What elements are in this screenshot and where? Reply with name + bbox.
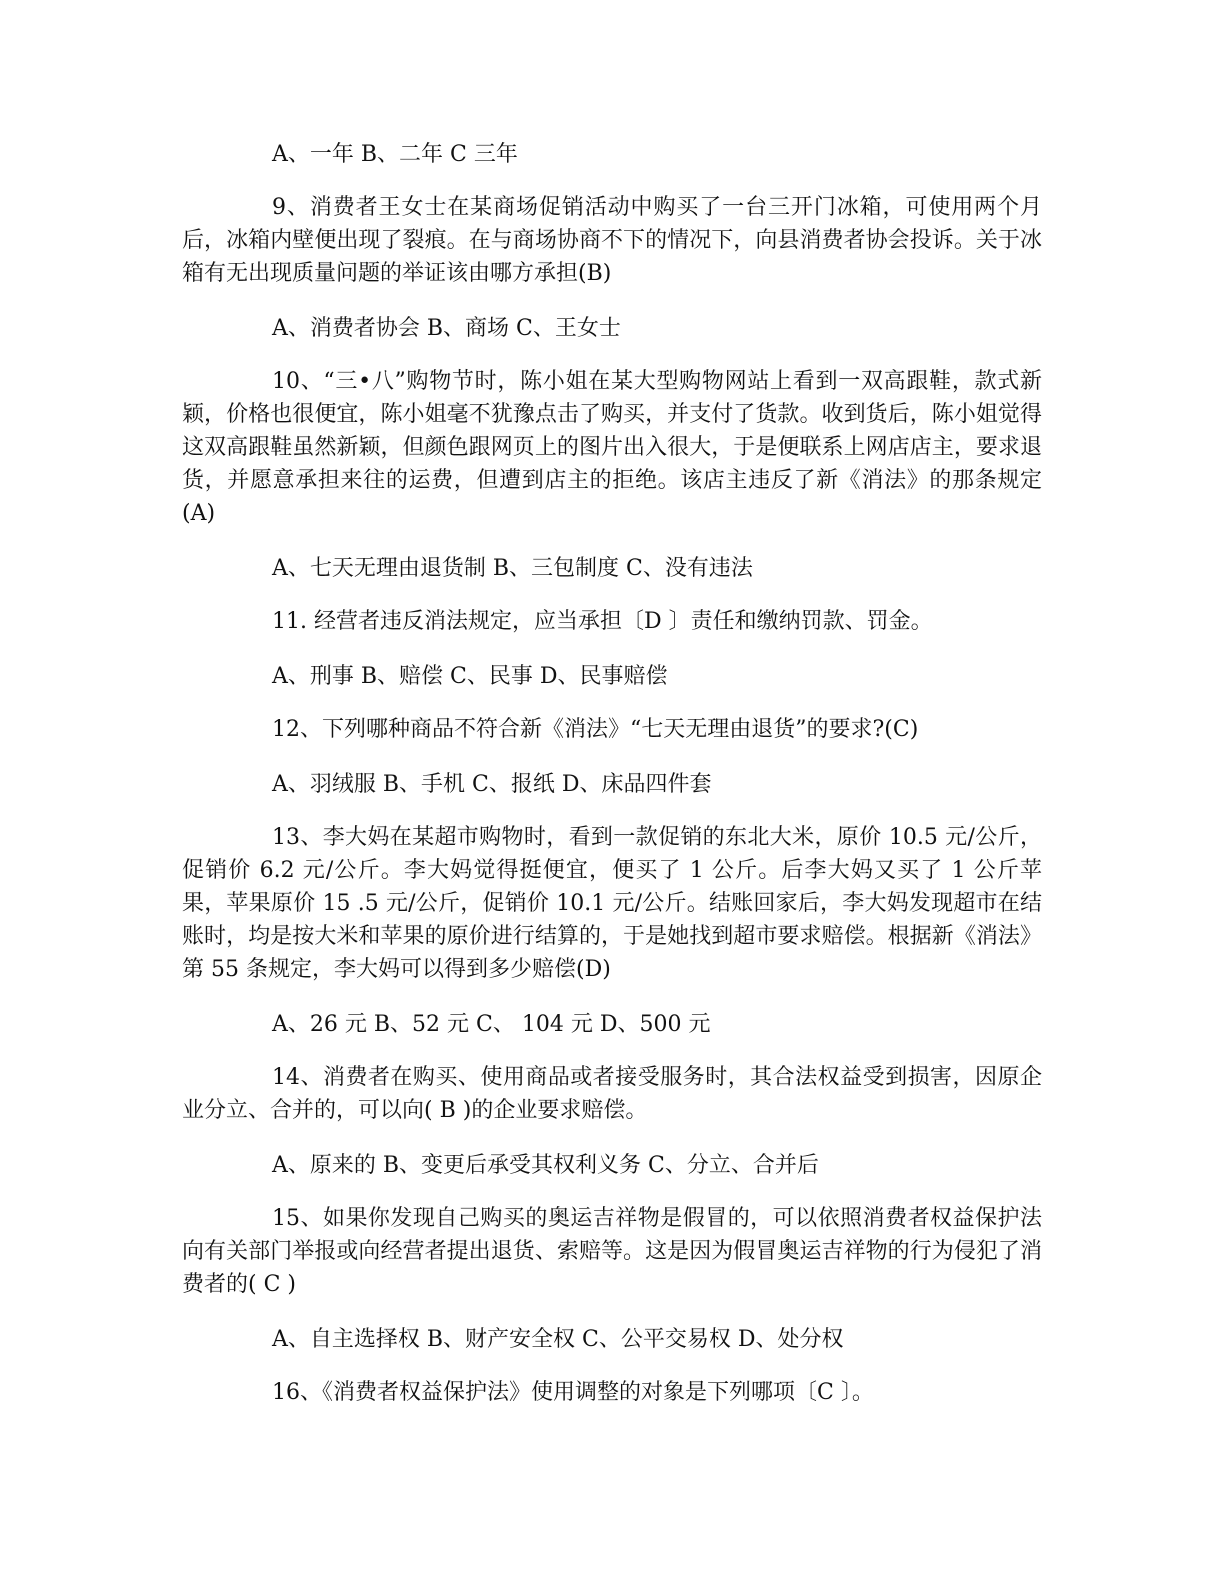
answer-options: A、刑事 B、赔偿 C、民事 D、民事赔偿 bbox=[272, 664, 668, 689]
question-15: 15、如果你发现自己购买的奥运吉祥物是假冒的，可以依照消费者权益保护法向有关部门举报或向经营者提出退货、索赔等。这是因为假冒奥运吉祥物的行为侵犯了消费者的( C ) bbox=[182, 1206, 1042, 1297]
document-body bbox=[182, 138, 1042, 1431]
question-14: 14、消费者在购买、使用商品或者接受服务时，其合法权益受到损害，因原企业分立、合并的，可以向( B )的企业要求赔偿。 bbox=[182, 1065, 1042, 1123]
answer-options: A、七天无理由退货制 B、三包制度 C、没有违法 bbox=[272, 556, 753, 581]
answer-options: A、羽绒服 B、手机 C、报纸 D、床品四件套 bbox=[272, 772, 712, 797]
answer-options: A、消费者协会 B、商场 C、王女士 bbox=[272, 316, 621, 341]
answer-options: A、原来的 B、变更后承受其权利义务 C、分立、合并后 bbox=[272, 1153, 819, 1178]
question-9: 9、消费者王女士在某商场促销活动中购买了一台三开门冰箱，可使用两个月后，冰箱内壁便出现了裂痕。在与商场协商不下的情况下，向县消费者协会投诉。关于冰箱有无出现质量问题的举证该由哪方承担(B) bbox=[182, 195, 1042, 286]
question-12: 12、下列哪种商品不符合新《消法》“七天无理由退货”的要求?(C) bbox=[272, 717, 919, 742]
question-16: 16、《消费者权益保护法》使用调整的对象是下列哪项〔C 〕。 bbox=[272, 1380, 874, 1405]
answer-options: A、26 元 B、52 元 C、 104 元 D、500 元 bbox=[272, 1012, 711, 1037]
question-11: 11. 经营者违反消法规定，应当承担〔D 〕责任和缴纳罚款、罚金。 bbox=[272, 609, 933, 634]
question-10: 10、“三•八”购物节时，陈小姐在某大型购物网站上看到一双高跟鞋，款式新颖，价格也很便宜，陈小姐毫不犹豫点击了购买，并支付了货款。收到货后，陈小姐觉得这双高跟鞋虽然新颖，但颜色跟网页上的图片出入很大，于是便联系上网店店主，要求退货，并愿意承担来往的运费，但遭到店主的拒绝。该店主违反了新《消法》的那条规定(A) bbox=[182, 369, 1042, 526]
answer-options: A、自主选择权 B、财产安全权 C、公平交易权 D、处分权 bbox=[272, 1327, 844, 1352]
answer-options: A、一年 B、二年 C 三年 bbox=[272, 142, 518, 167]
question-13: 13、李大妈在某超市购物时，看到一款促销的东北大米，原价 10.5 元/公斤，促销价 6.2 元/公斤。李大妈觉得挺便宜，便买了 1 公斤。后李大妈又买了 1 公斤苹果，苹果原价 15 .5 元/公斤，促销价 10.1 元/公斤。结账回家后，李大妈发现超市在结账时，均是按大米和苹果的原价进行结算的，于是她找到超市要求赔偿。根据新《消法》第 55 条规定，李大妈可以得到多少赔偿(D) bbox=[182, 825, 1042, 982]
